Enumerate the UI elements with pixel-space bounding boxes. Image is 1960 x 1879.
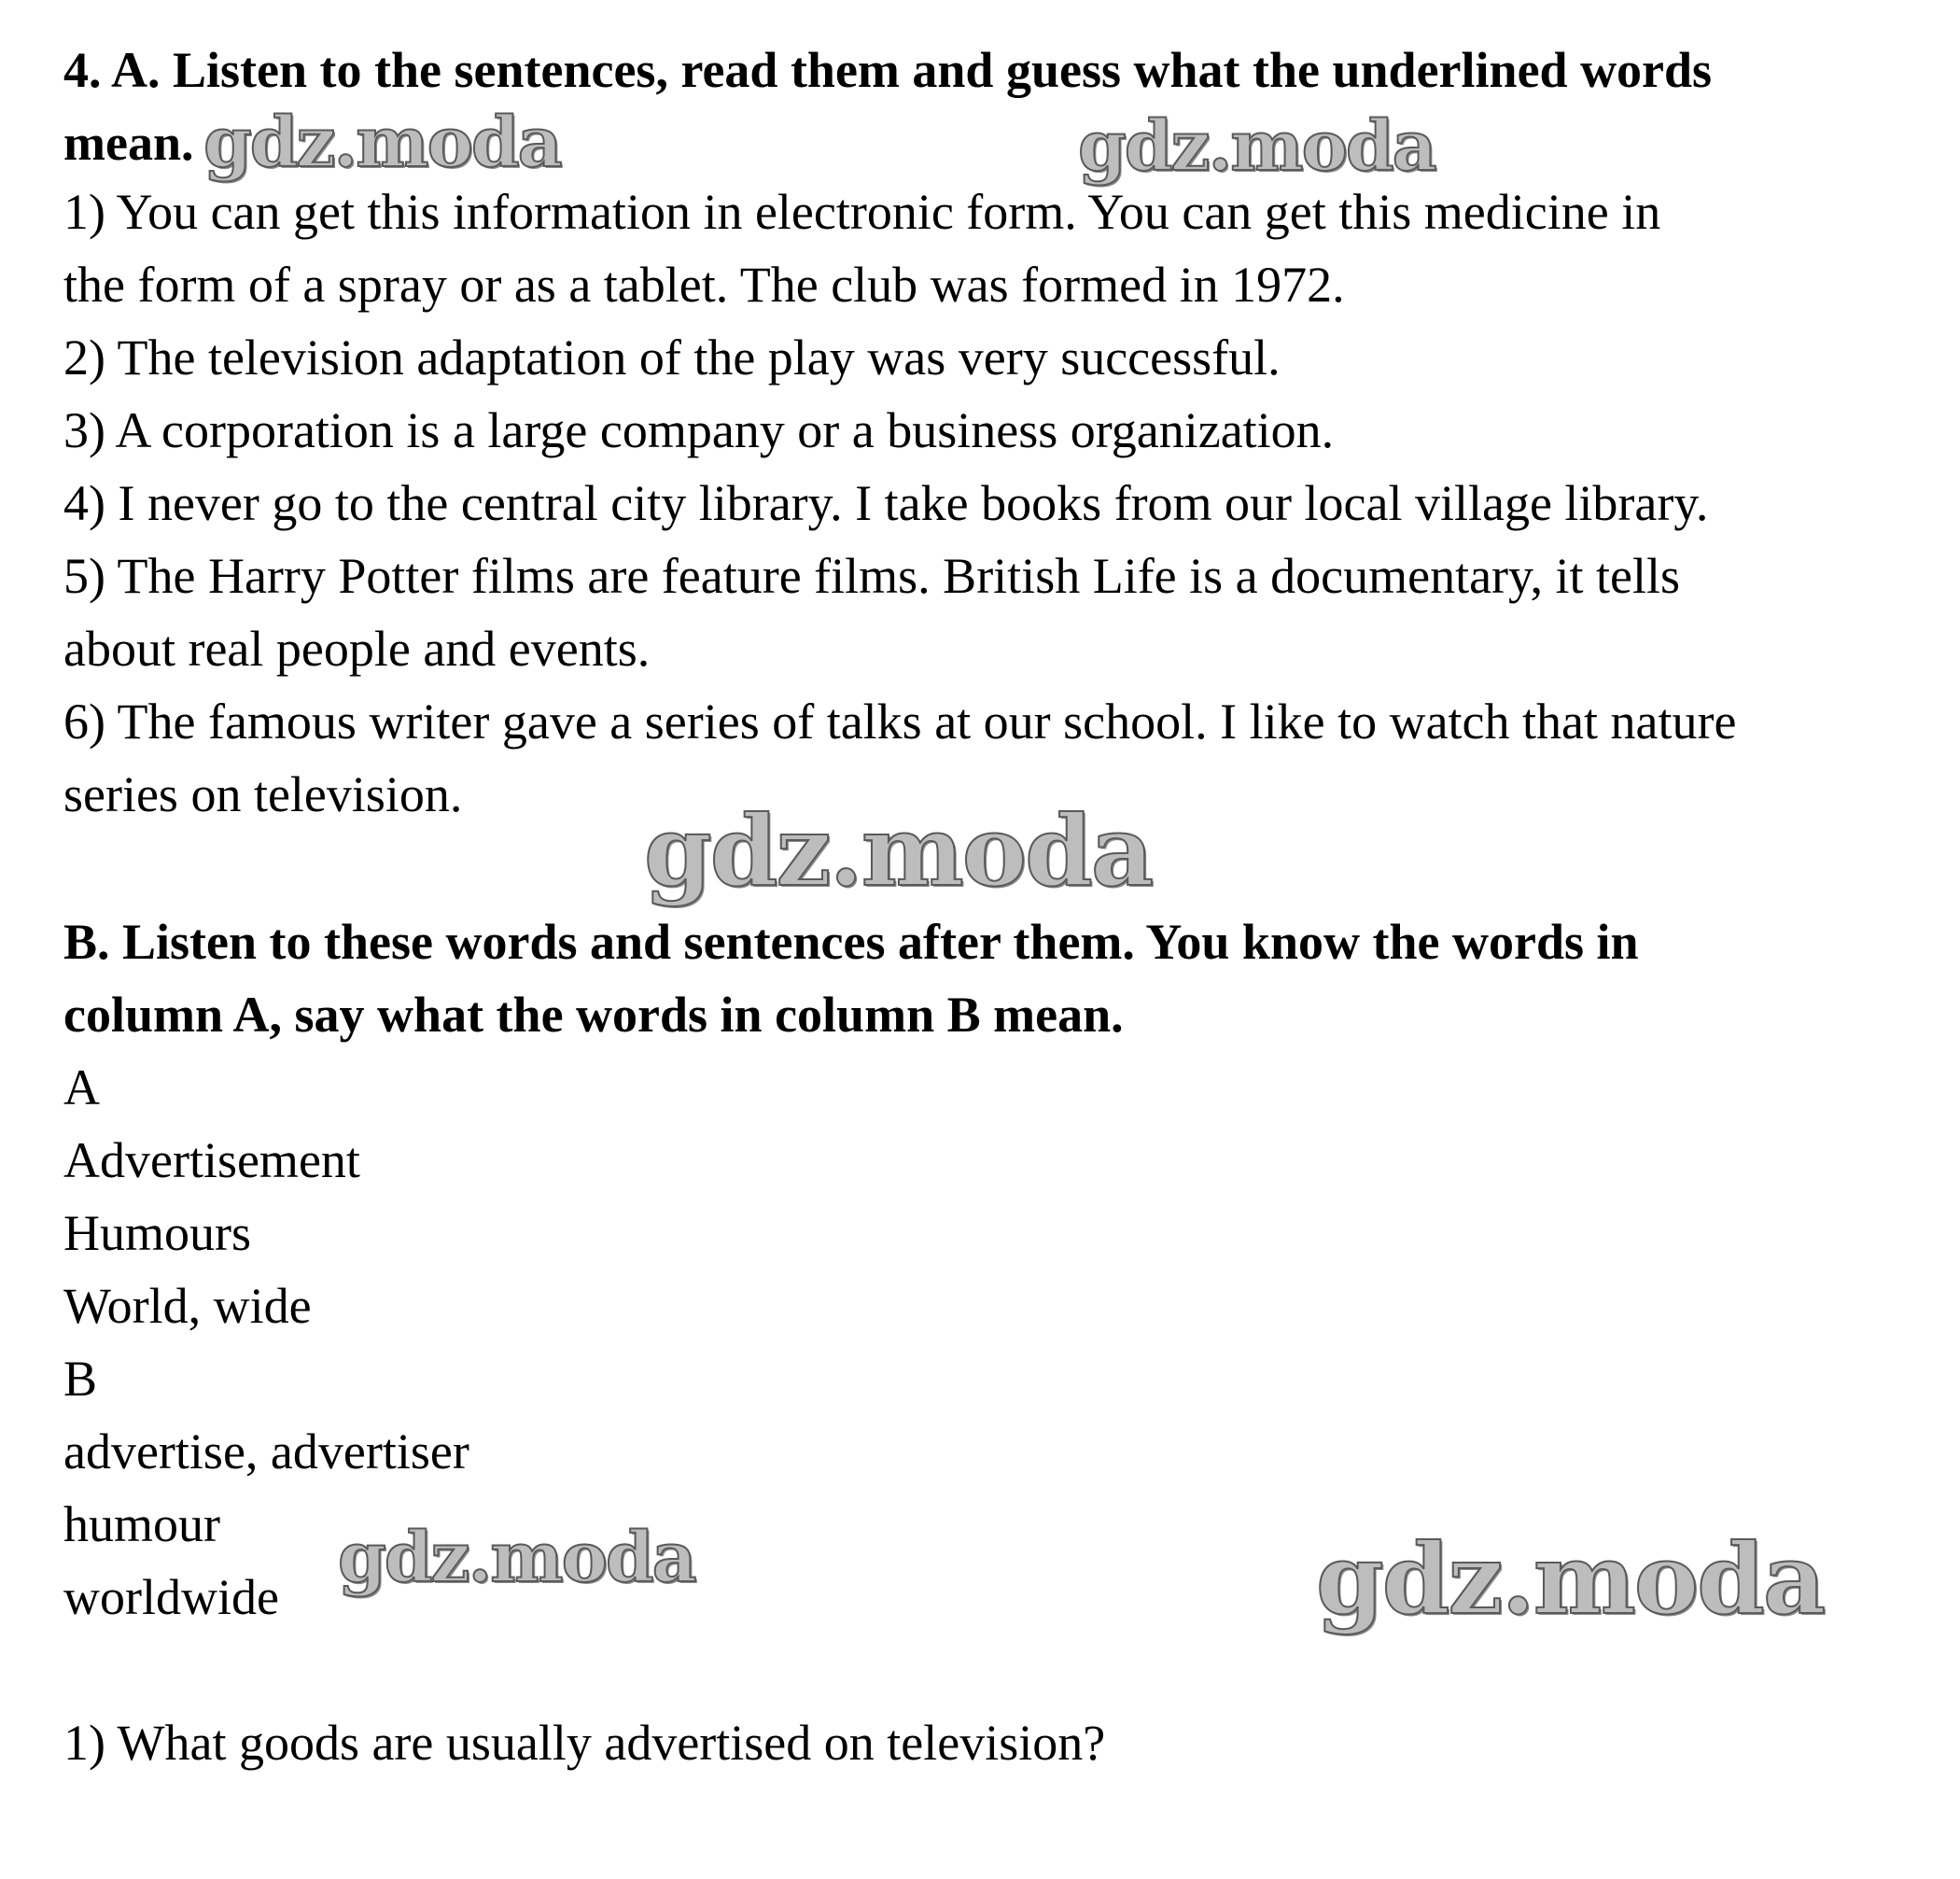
column-b-label: B bbox=[63, 1351, 98, 1407]
column-b-word-2: humour bbox=[63, 1496, 220, 1552]
question-1: 1) What goods are usually advertised on television? bbox=[63, 1715, 1106, 1771]
task-a-line-5: 4) I never go to the central city library. I take books from our local village library. bbox=[63, 475, 1709, 531]
column-b-word-1: advertise, advertiser bbox=[63, 1423, 469, 1479]
task-a-line-9: series on television. bbox=[63, 766, 463, 822]
task-a-line-1: 1) You can get this information in electronic form. You can get this medicine in bbox=[63, 184, 1661, 240]
column-a-word-3: World, wide bbox=[63, 1278, 312, 1334]
watermark: gdz.moda bbox=[1316, 1521, 1825, 1636]
task-a-line-8: 6) The famous writer gave a series of talks at our school. I like to watch that nature bbox=[63, 694, 1737, 750]
column-a-label: A bbox=[63, 1059, 100, 1115]
column-a-word-1: Advertisement bbox=[63, 1132, 360, 1188]
watermark: gdz.moda bbox=[644, 793, 1153, 908]
watermark: gdz.moda bbox=[203, 103, 561, 183]
task-a-line-3: 2) The television adaptation of the play was very successful. bbox=[63, 330, 1281, 386]
column-b-word-3: worldwide bbox=[63, 1569, 279, 1625]
task-b-heading-line-1: B. Listen to these words and sentences after them. You know the words in bbox=[63, 914, 1639, 970]
task-b-heading-line-2: column A, say what the words in column B mean. bbox=[63, 987, 1124, 1043]
task-a-heading-line-2: mean. bbox=[63, 115, 194, 171]
task-a-line-2: the form of a spray or as a tablet. The club was formed in 1972. bbox=[63, 257, 1345, 313]
task-a-line-7: about real people and events. bbox=[63, 621, 651, 677]
watermark: gdz.moda bbox=[338, 1518, 695, 1598]
task-a-line-4: 3) A corporation is a large company or a business organization. bbox=[63, 402, 1335, 458]
column-a-word-2: Humours bbox=[63, 1205, 251, 1261]
task-a-line-6: 5) The Harry Potter films are feature films. British Life is a documentary, it tells bbox=[63, 548, 1681, 604]
watermark: gdz.moda bbox=[1078, 106, 1435, 187]
task-a-heading-line-1: 4. A. Listen to the sentences, read them and guess what the underlined words bbox=[63, 42, 1713, 98]
